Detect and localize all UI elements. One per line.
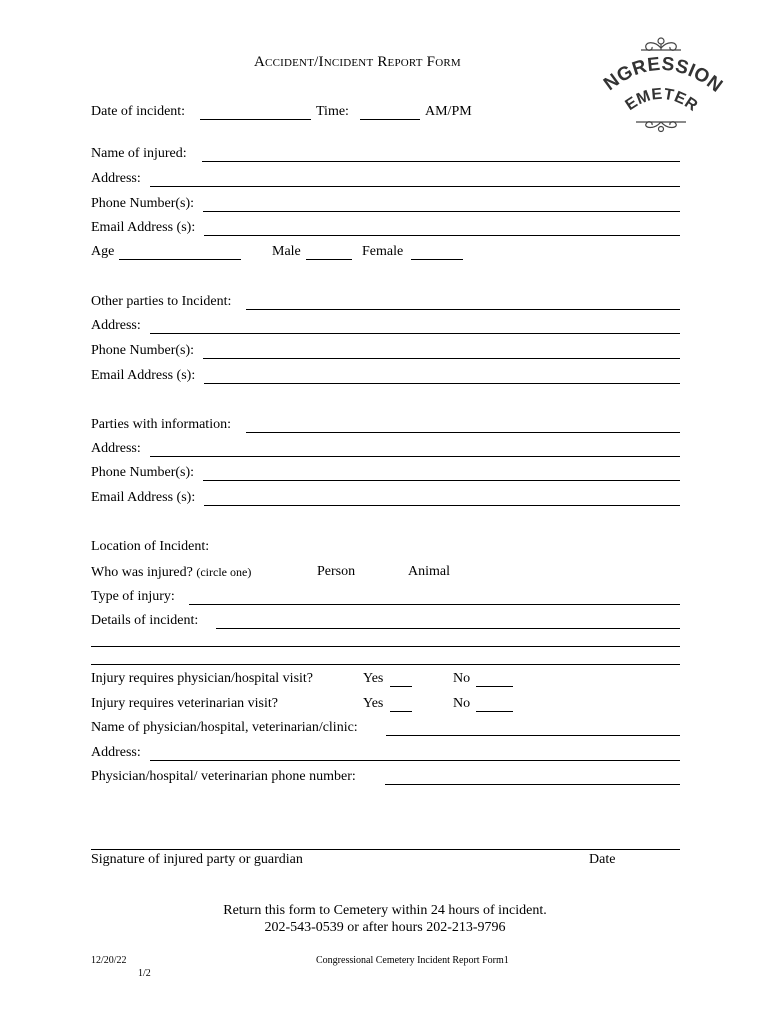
date-input[interactable]: [200, 119, 311, 120]
date-signature-label: Date: [589, 852, 616, 867]
title-part: CCIDENT: [265, 57, 315, 69]
details-input-line-3[interactable]: [91, 664, 680, 665]
parties-info-input[interactable]: [246, 432, 680, 433]
physician-no-input[interactable]: [476, 686, 513, 687]
age-label: Age: [91, 244, 115, 259]
title-part: ORM: [435, 57, 461, 69]
parties-info-label: Parties with information:: [91, 417, 231, 432]
email-input[interactable]: [204, 383, 680, 384]
physician-phone-label: Physician/hospital/ veterinarian phone number:: [91, 769, 356, 784]
ornament-top-icon: [641, 38, 681, 50]
address-label: Address:: [91, 318, 141, 333]
phone-input[interactable]: [203, 480, 680, 481]
phone-input[interactable]: [203, 358, 680, 359]
female-label: Female: [362, 244, 404, 259]
footer-page: 1/2: [138, 968, 151, 979]
address-input[interactable]: [150, 186, 680, 187]
logo-line-2: EMETER: [622, 85, 701, 115]
female-input[interactable]: [411, 259, 463, 260]
age-input[interactable]: [119, 259, 241, 260]
details-label: Details of incident:: [91, 613, 199, 628]
vet-no-input[interactable]: [476, 711, 513, 712]
other-parties-input[interactable]: [246, 309, 680, 310]
physician-no-label: No: [453, 671, 471, 686]
address-label: Address:: [91, 441, 141, 456]
vet-yes-input[interactable]: [390, 711, 412, 712]
phone-label: Phone Number(s):: [91, 196, 195, 211]
physician-yes-label: Yes: [363, 671, 384, 686]
title-part: EPORT: [387, 57, 423, 69]
address-input[interactable]: [150, 456, 680, 457]
who-injured-text: Who was injured?: [91, 565, 193, 580]
who-injured-label: [91, 564, 251, 581]
physician-phone-input[interactable]: [385, 784, 680, 785]
email-label: Email Address (s):: [91, 490, 196, 505]
name-physician-input[interactable]: [386, 735, 680, 736]
title-part: A: [254, 54, 266, 70]
circle-one-note: (circle one): [196, 565, 252, 579]
details-input-line-2[interactable]: [91, 646, 680, 647]
name-physician-label: Name of physician/hospital, veterinarian/clinic:: [91, 720, 358, 735]
phone-label: Phone Number(s):: [91, 465, 195, 480]
footer-date: 12/20/22: [91, 955, 127, 966]
name-injured-input[interactable]: [202, 161, 680, 162]
title-part: /I: [314, 54, 324, 70]
title-part: R: [373, 54, 388, 70]
phone-label: Phone Number(s):: [91, 343, 195, 358]
phone-input[interactable]: [203, 211, 680, 212]
date-label: Date of incident:: [91, 104, 186, 119]
address-label: Address:: [91, 745, 141, 760]
vet-visit-label: Injury requires veterinarian visit?: [91, 696, 278, 711]
email-input[interactable]: [204, 235, 680, 236]
type-injury-label: Type of injury:: [91, 589, 175, 604]
email-label: Email Address (s):: [91, 220, 196, 235]
email-label: Email Address (s):: [91, 368, 196, 383]
other-parties-label: Other parties to Incident:: [91, 294, 232, 309]
return-notice: Return this form to Cemetery within 24 hours of incident.: [223, 903, 547, 918]
animal-option[interactable]: Animal: [408, 564, 450, 579]
time-input[interactable]: [360, 119, 420, 120]
vet-yes-label: Yes: [363, 696, 384, 711]
details-input[interactable]: [216, 628, 680, 629]
phone-notice: 202-543-0539 or after hours 202-213-9796: [264, 920, 506, 935]
physician-visit-label: Injury requires physician/hospital visit?: [91, 671, 314, 686]
male-input[interactable]: [306, 259, 352, 260]
signature-label: Signature of injured party or guardian: [91, 852, 303, 867]
title-part: F: [422, 54, 436, 70]
location-label: Location of Incident:: [91, 539, 210, 554]
email-input[interactable]: [204, 505, 680, 506]
signature-input[interactable]: [91, 849, 680, 850]
ornament-bottom-icon: [636, 122, 686, 132]
address-input[interactable]: [150, 333, 680, 334]
name-injured-label: Name of injured:: [91, 146, 187, 161]
form-title: [254, 54, 461, 71]
logo-line-1: NGRESSION: [600, 53, 726, 98]
type-injury-input[interactable]: [189, 604, 680, 605]
address-input[interactable]: [150, 760, 680, 761]
time-label: Time:: [316, 104, 349, 119]
title-part: NCIDENT: [323, 57, 374, 69]
male-label: Male: [272, 244, 301, 259]
address-label: Address:: [91, 171, 141, 186]
physician-yes-input[interactable]: [390, 686, 412, 687]
footer-doc-name: Congressional Cemetery Incident Report Form1: [316, 955, 509, 966]
ampm-label: AM/PM: [425, 104, 472, 119]
vet-no-label: No: [453, 696, 471, 711]
cemetery-logo: [596, 34, 726, 134]
person-option[interactable]: Person: [317, 564, 356, 579]
